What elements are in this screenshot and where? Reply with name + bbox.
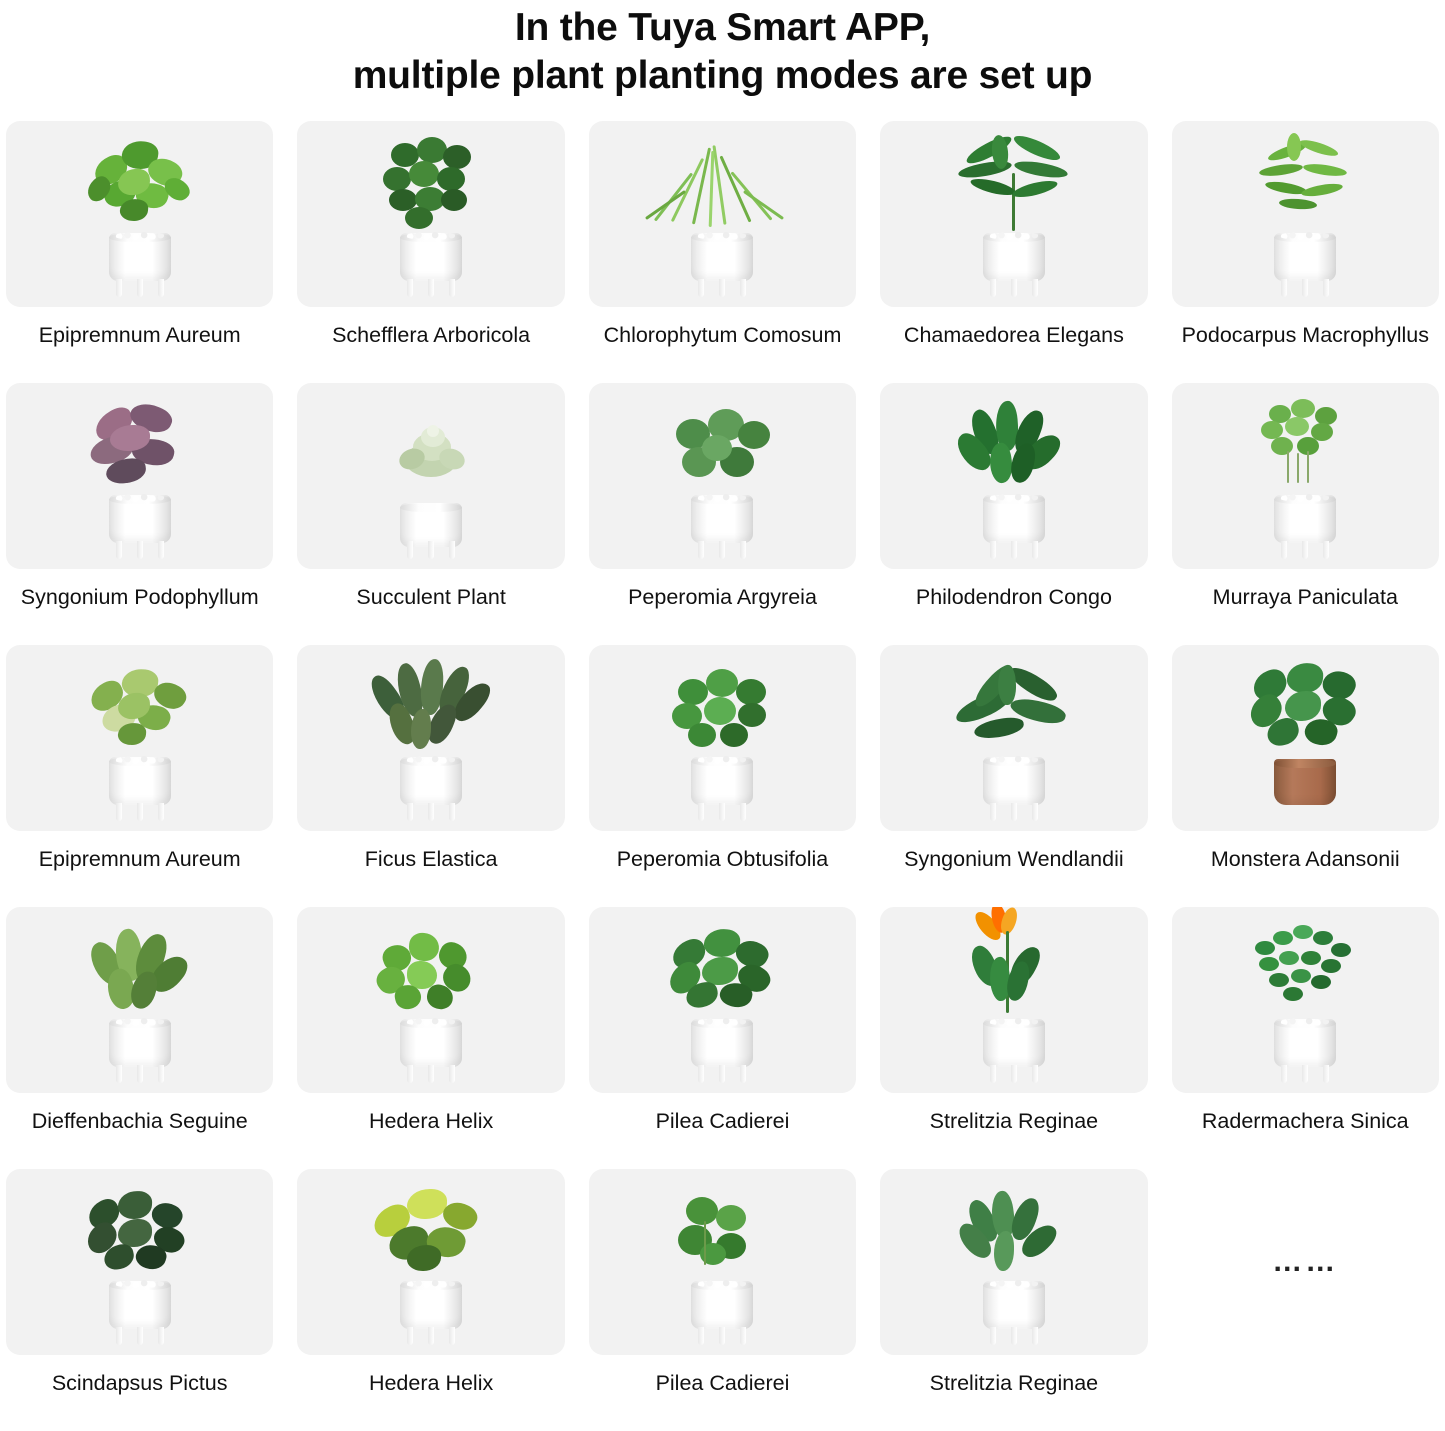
page-title-line1: In the Tuya Smart APP,	[514, 6, 931, 49]
plant-name: Podocarpus Macrophyllus	[1181, 323, 1429, 348]
plant-thumbnail	[297, 907, 564, 1093]
plant-pot	[400, 233, 462, 297]
plant-pot	[400, 757, 462, 821]
plant-card[interactable]	[6, 645, 273, 893]
plant-name: Monstera Adansonii	[1210, 847, 1400, 872]
plant-grid	[0, 121, 1445, 1431]
plant-name: Chlorophytum Comosum	[603, 323, 842, 348]
plant-thumbnail	[589, 907, 856, 1093]
plant-pot	[109, 757, 171, 821]
plant-thumbnail	[297, 383, 564, 569]
plant-pot	[400, 1281, 462, 1345]
plant-thumbnail	[589, 121, 856, 307]
plant-card[interactable]	[589, 1169, 856, 1417]
plant-name: Succulent Plant	[356, 585, 506, 610]
plant-thumbnail	[880, 383, 1147, 569]
plant-pot	[109, 495, 171, 559]
plant-pot	[400, 503, 462, 559]
plant-name: Chamaedorea Elegans	[903, 323, 1124, 348]
plant-card[interactable]	[297, 907, 564, 1155]
plant-illustration-succulent	[351, 391, 511, 511]
plant-card[interactable]	[1172, 121, 1439, 369]
plant-pot	[691, 233, 753, 297]
plant-name: Ficus Elastica	[364, 847, 498, 872]
plant-name: Strelitzia Reginae	[929, 1109, 1099, 1134]
plant-card[interactable]	[880, 121, 1147, 369]
plant-thumbnail	[880, 121, 1147, 307]
plant-pot	[983, 233, 1045, 297]
plant-pot	[691, 495, 753, 559]
plant-thumbnail	[6, 383, 273, 569]
plant-pot	[983, 1019, 1045, 1083]
plant-thumbnail	[6, 907, 273, 1093]
more-plants-placeholder	[1172, 1169, 1439, 1417]
plant-thumbnail	[297, 121, 564, 307]
plant-card[interactable]	[297, 383, 564, 631]
plant-pot	[983, 757, 1045, 821]
plant-thumbnail	[297, 1169, 564, 1355]
plant-pot	[983, 1281, 1045, 1345]
plant-thumbnail	[880, 907, 1147, 1093]
plant-thumbnail	[589, 645, 856, 831]
plant-card[interactable]	[589, 121, 856, 369]
plant-card[interactable]	[880, 383, 1147, 631]
plant-thumbnail	[880, 645, 1147, 831]
plant-name: Scindapsus Pictus	[51, 1371, 228, 1396]
plant-name: Pilea Cadierei	[655, 1371, 790, 1396]
plant-thumbnail-empty	[1172, 1169, 1439, 1355]
plant-card[interactable]	[1172, 645, 1439, 893]
plant-name: Murraya Paniculata	[1212, 585, 1398, 610]
plant-name: Syngonium Podophyllum	[20, 585, 259, 610]
plant-pot	[691, 1019, 753, 1083]
plant-pot	[691, 757, 753, 821]
plant-name: Philodendron Congo	[915, 585, 1112, 610]
plant-name: Peperomia Obtusifolia	[616, 847, 829, 872]
plant-card[interactable]	[1172, 907, 1439, 1155]
page-title-line2: multiple plant planting modes are set up	[352, 53, 1093, 97]
plant-card[interactable]	[297, 645, 564, 893]
plant-pot	[983, 495, 1045, 559]
plant-name: Dieffenbachia Seguine	[31, 1109, 248, 1134]
plant-thumbnail	[6, 121, 273, 307]
plant-name: Hedera Helix	[368, 1371, 494, 1396]
plant-card[interactable]	[6, 907, 273, 1155]
plant-card[interactable]	[1172, 383, 1439, 631]
plant-thumbnail	[589, 1169, 856, 1355]
plant-pot	[691, 1281, 753, 1345]
plant-card[interactable]	[880, 1169, 1147, 1417]
plant-card[interactable]	[589, 907, 856, 1155]
plant-name: Radermachera Sinica	[1201, 1109, 1409, 1134]
plant-name: Epipremnum Aureum	[38, 847, 241, 872]
ellipsis-label: ……	[1272, 1245, 1339, 1279]
plant-name	[1172, 1371, 1439, 1417]
plant-pot	[1274, 759, 1336, 809]
plant-thumbnail	[589, 383, 856, 569]
plant-pot	[109, 233, 171, 297]
plant-thumbnail	[1172, 121, 1439, 307]
plant-pot	[1274, 1019, 1336, 1083]
plant-thumbnail	[1172, 383, 1439, 569]
plant-pot	[109, 1281, 171, 1345]
plant-card[interactable]	[6, 121, 273, 369]
plant-name: Epipremnum Aureum	[38, 323, 241, 348]
plant-name: Schefflera Arboricola	[332, 323, 531, 348]
plant-thumbnail	[297, 645, 564, 831]
plant-pot	[1274, 233, 1336, 297]
plant-name: Peperomia Argyreia	[628, 585, 817, 610]
plant-thumbnail	[6, 645, 273, 831]
plant-card[interactable]	[880, 645, 1147, 893]
plant-name: Syngonium Wendlandii	[904, 847, 1124, 872]
plant-thumbnail	[880, 1169, 1147, 1355]
plant-thumbnail	[1172, 907, 1439, 1093]
plant-card[interactable]	[589, 383, 856, 631]
plant-thumbnail	[6, 1169, 273, 1355]
plant-card[interactable]	[297, 121, 564, 369]
plant-pot	[109, 1019, 171, 1083]
plant-card[interactable]	[6, 383, 273, 631]
plant-name: Pilea Cadierei	[655, 1109, 790, 1134]
plant-card[interactable]	[880, 907, 1147, 1155]
plant-name: Hedera Helix	[368, 1109, 494, 1134]
plant-card[interactable]	[6, 1169, 273, 1417]
plant-pot	[1274, 495, 1336, 559]
plant-pot	[400, 1019, 462, 1083]
plant-card[interactable]	[297, 1169, 564, 1417]
page-title	[0, 0, 1445, 99]
plant-thumbnail	[1172, 645, 1439, 831]
plant-card[interactable]	[589, 645, 856, 893]
plant-name: Strelitzia Reginae	[929, 1371, 1099, 1396]
